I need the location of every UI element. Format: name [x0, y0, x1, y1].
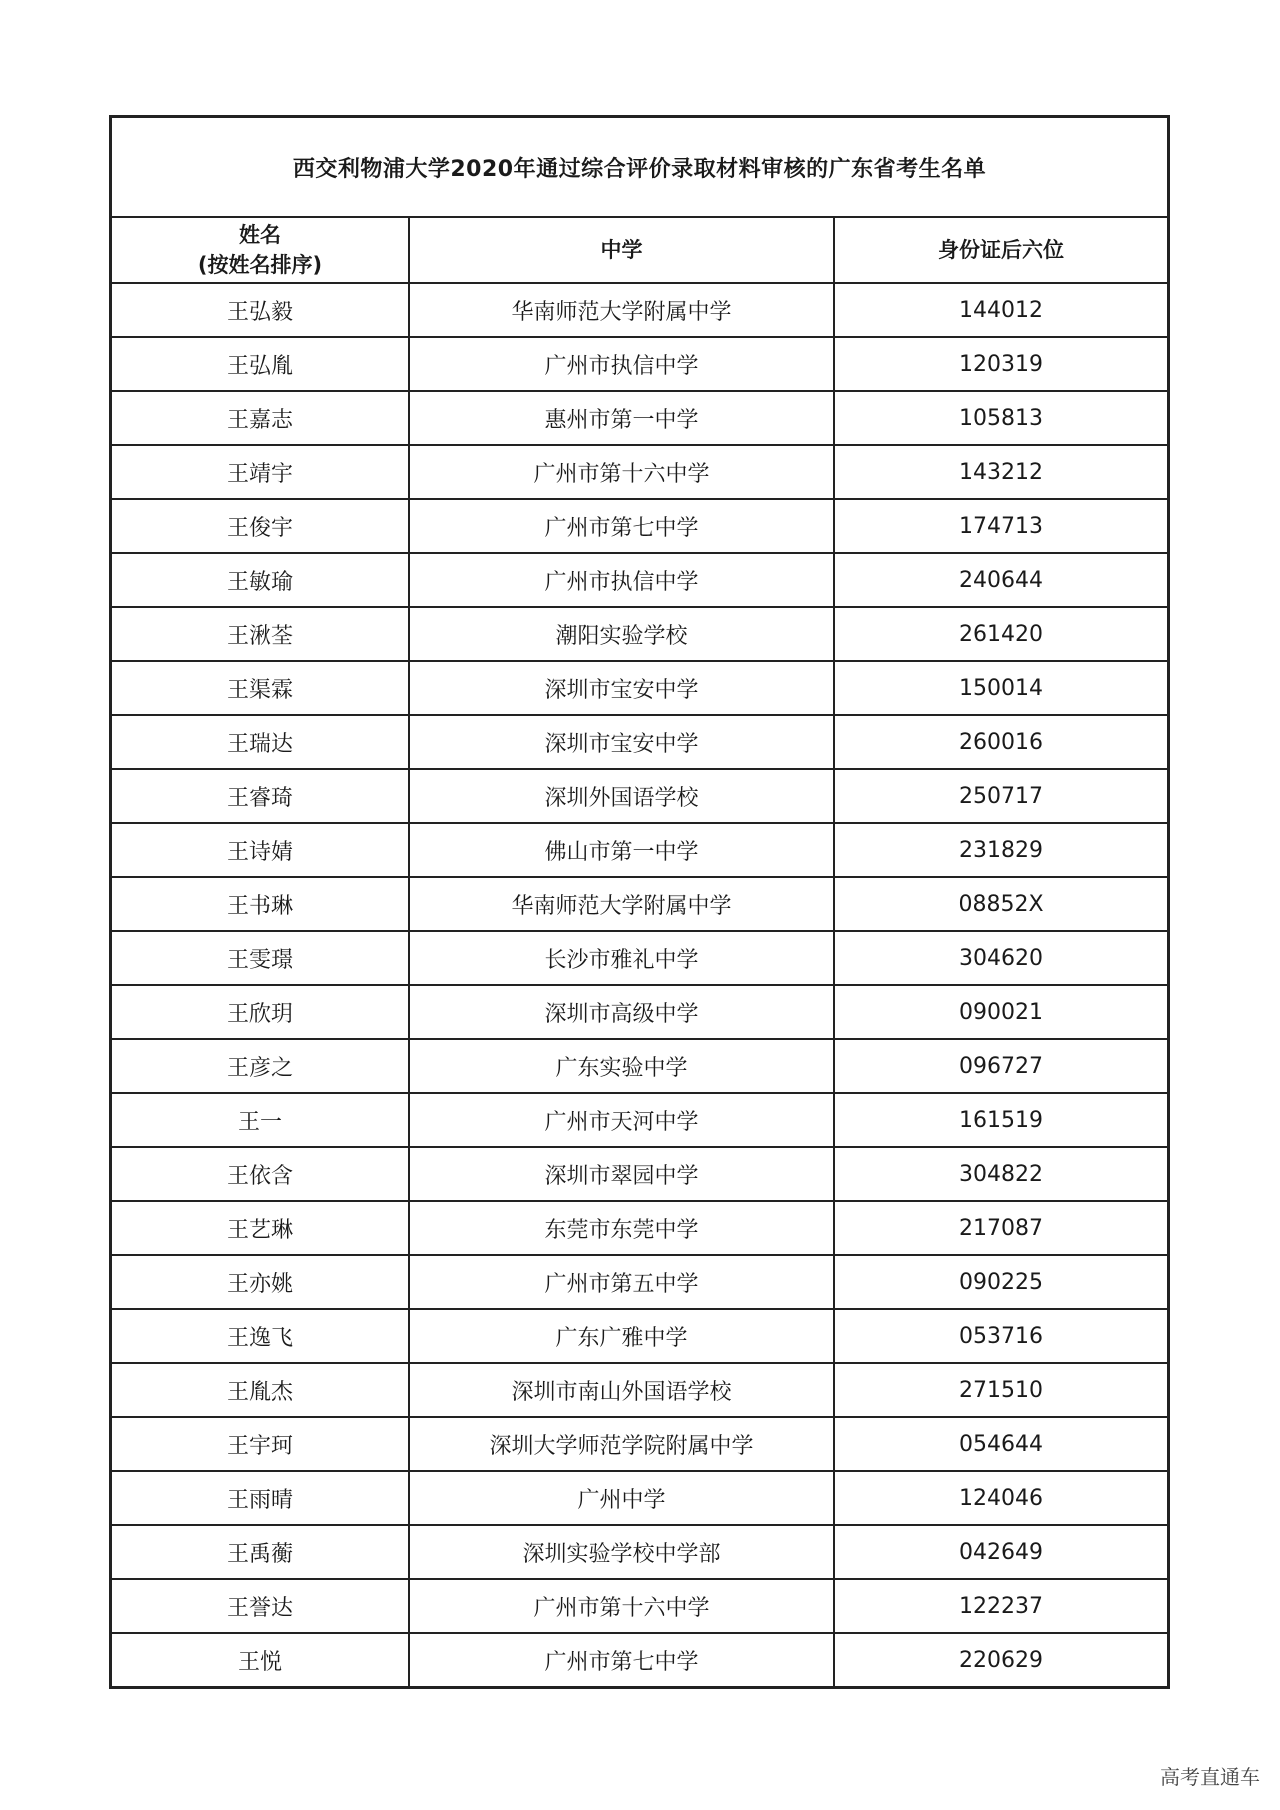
cell-id: 260016 [834, 715, 1167, 769]
cell-school: 广州市第十六中学 [409, 445, 834, 499]
cell-name: 王诗婧 [112, 823, 409, 877]
cell-school: 深圳外国语学校 [409, 769, 834, 823]
cell-id: 096727 [834, 1039, 1167, 1093]
cell-id: 08852X [834, 877, 1167, 931]
cell-id: 053716 [834, 1309, 1167, 1363]
header-name [112, 218, 409, 283]
cell-school: 深圳实验学校中学部 [409, 1525, 834, 1579]
table-row [112, 877, 1167, 931]
table-row [112, 1201, 1167, 1255]
cell-id: 144012 [834, 283, 1167, 337]
table-row [112, 1579, 1167, 1633]
header-name-sub: (按姓名排序) [197, 253, 323, 277]
cell-name: 王誉达 [112, 1579, 409, 1633]
cell-id: 174713 [834, 499, 1167, 553]
table-row [112, 607, 1167, 661]
watermark: 高考直通车 [1160, 1765, 1260, 1789]
cell-school: 广州市第七中学 [409, 1633, 834, 1686]
table-row [112, 715, 1167, 769]
cell-name: 王俊宇 [112, 499, 409, 553]
cell-name: 王宇珂 [112, 1417, 409, 1471]
cell-name: 王弘毅 [112, 283, 409, 337]
cell-school: 东莞市东莞中学 [409, 1201, 834, 1255]
cell-id: 271510 [834, 1363, 1167, 1417]
table-row [112, 1255, 1167, 1309]
table-row [112, 445, 1167, 499]
table-row [112, 1093, 1167, 1147]
table-row [112, 823, 1167, 877]
cell-id: 261420 [834, 607, 1167, 661]
cell-school: 广东广雅中学 [409, 1309, 834, 1363]
cell-id: 105813 [834, 391, 1167, 445]
cell-id: 090225 [834, 1255, 1167, 1309]
table-row [112, 283, 1167, 337]
cell-school: 深圳大学师范学院附属中学 [409, 1417, 834, 1471]
cell-name: 王敏瑜 [112, 553, 409, 607]
student-table [112, 218, 1167, 1686]
cell-school: 深圳市宝安中学 [409, 715, 834, 769]
cell-name: 王禹蘅 [112, 1525, 409, 1579]
cell-school: 广州市第十六中学 [409, 1579, 834, 1633]
cell-id: 042649 [834, 1525, 1167, 1579]
cell-id: 120319 [834, 337, 1167, 391]
cell-school: 广州市第五中学 [409, 1255, 834, 1309]
cell-name: 王睿琦 [112, 769, 409, 823]
header-row [112, 218, 1167, 283]
cell-school: 广州市第七中学 [409, 499, 834, 553]
cell-name: 王悦 [112, 1633, 409, 1686]
cell-school: 广州市执信中学 [409, 337, 834, 391]
cell-school: 佛山市第一中学 [409, 823, 834, 877]
cell-id: 122237 [834, 1579, 1167, 1633]
cell-school: 华南师范大学附属中学 [409, 877, 834, 931]
cell-id: 250717 [834, 769, 1167, 823]
cell-name: 王雨晴 [112, 1471, 409, 1525]
cell-id: 217087 [834, 1201, 1167, 1255]
table-row [112, 1039, 1167, 1093]
cell-school: 潮阳实验学校 [409, 607, 834, 661]
cell-name: 王艺琳 [112, 1201, 409, 1255]
cell-name: 王书琳 [112, 877, 409, 931]
cell-id: 090021 [834, 985, 1167, 1039]
cell-school: 长沙市雅礼中学 [409, 931, 834, 985]
table-row [112, 985, 1167, 1039]
cell-name: 王弘胤 [112, 337, 409, 391]
cell-name: 王渠霖 [112, 661, 409, 715]
cell-name: 王逸飞 [112, 1309, 409, 1363]
cell-name: 王靖宇 [112, 445, 409, 499]
cell-school: 广州市天河中学 [409, 1093, 834, 1147]
cell-name: 王欣玥 [112, 985, 409, 1039]
cell-school: 深圳市南山外国语学校 [409, 1363, 834, 1417]
cell-school: 深圳市高级中学 [409, 985, 834, 1039]
cell-id: 161519 [834, 1093, 1167, 1147]
header-school: 中学 [409, 218, 834, 283]
cell-name: 王依含 [112, 1147, 409, 1201]
table-row [112, 1363, 1167, 1417]
cell-school: 华南师范大学附属中学 [409, 283, 834, 337]
cell-school: 广东实验中学 [409, 1039, 834, 1093]
table-row [112, 661, 1167, 715]
cell-name: 王胤杰 [112, 1363, 409, 1417]
cell-id: 304620 [834, 931, 1167, 985]
cell-name: 王彦之 [112, 1039, 409, 1093]
header-id: 身份证后六位 [834, 218, 1167, 283]
table-row [112, 1147, 1167, 1201]
table-row [112, 1525, 1167, 1579]
table-row [112, 553, 1167, 607]
table-row [112, 391, 1167, 445]
table-row [112, 1309, 1167, 1363]
cell-id: 220629 [834, 1633, 1167, 1686]
cell-id: 143212 [834, 445, 1167, 499]
table-row [112, 931, 1167, 985]
cell-id: 054644 [834, 1417, 1167, 1471]
cell-school: 惠州市第一中学 [409, 391, 834, 445]
table-row [112, 769, 1167, 823]
cell-id: 304822 [834, 1147, 1167, 1201]
cell-name: 王亦姚 [112, 1255, 409, 1309]
cell-id: 231829 [834, 823, 1167, 877]
table-row [112, 1417, 1167, 1471]
table-row [112, 1471, 1167, 1525]
admission-list-table [109, 115, 1170, 1689]
table-row [112, 499, 1167, 553]
cell-name: 王瑞达 [112, 715, 409, 769]
cell-name: 王湫荃 [112, 607, 409, 661]
cell-name: 王一 [112, 1093, 409, 1147]
cell-id: 240644 [834, 553, 1167, 607]
cell-school: 深圳市宝安中学 [409, 661, 834, 715]
table-title: 西交利物浦大学2020年通过综合评价录取材料审核的广东省考生名单 [112, 118, 1167, 218]
table-row [112, 337, 1167, 391]
cell-name: 王雯璟 [112, 931, 409, 985]
cell-school: 深圳市翠园中学 [409, 1147, 834, 1201]
cell-id: 150014 [834, 661, 1167, 715]
table-row [112, 1633, 1167, 1686]
cell-school: 广州市执信中学 [409, 553, 834, 607]
cell-school: 广州中学 [409, 1471, 834, 1525]
cell-name: 王嘉志 [112, 391, 409, 445]
header-name-label: 姓名 [239, 223, 281, 247]
cell-id: 124046 [834, 1471, 1167, 1525]
